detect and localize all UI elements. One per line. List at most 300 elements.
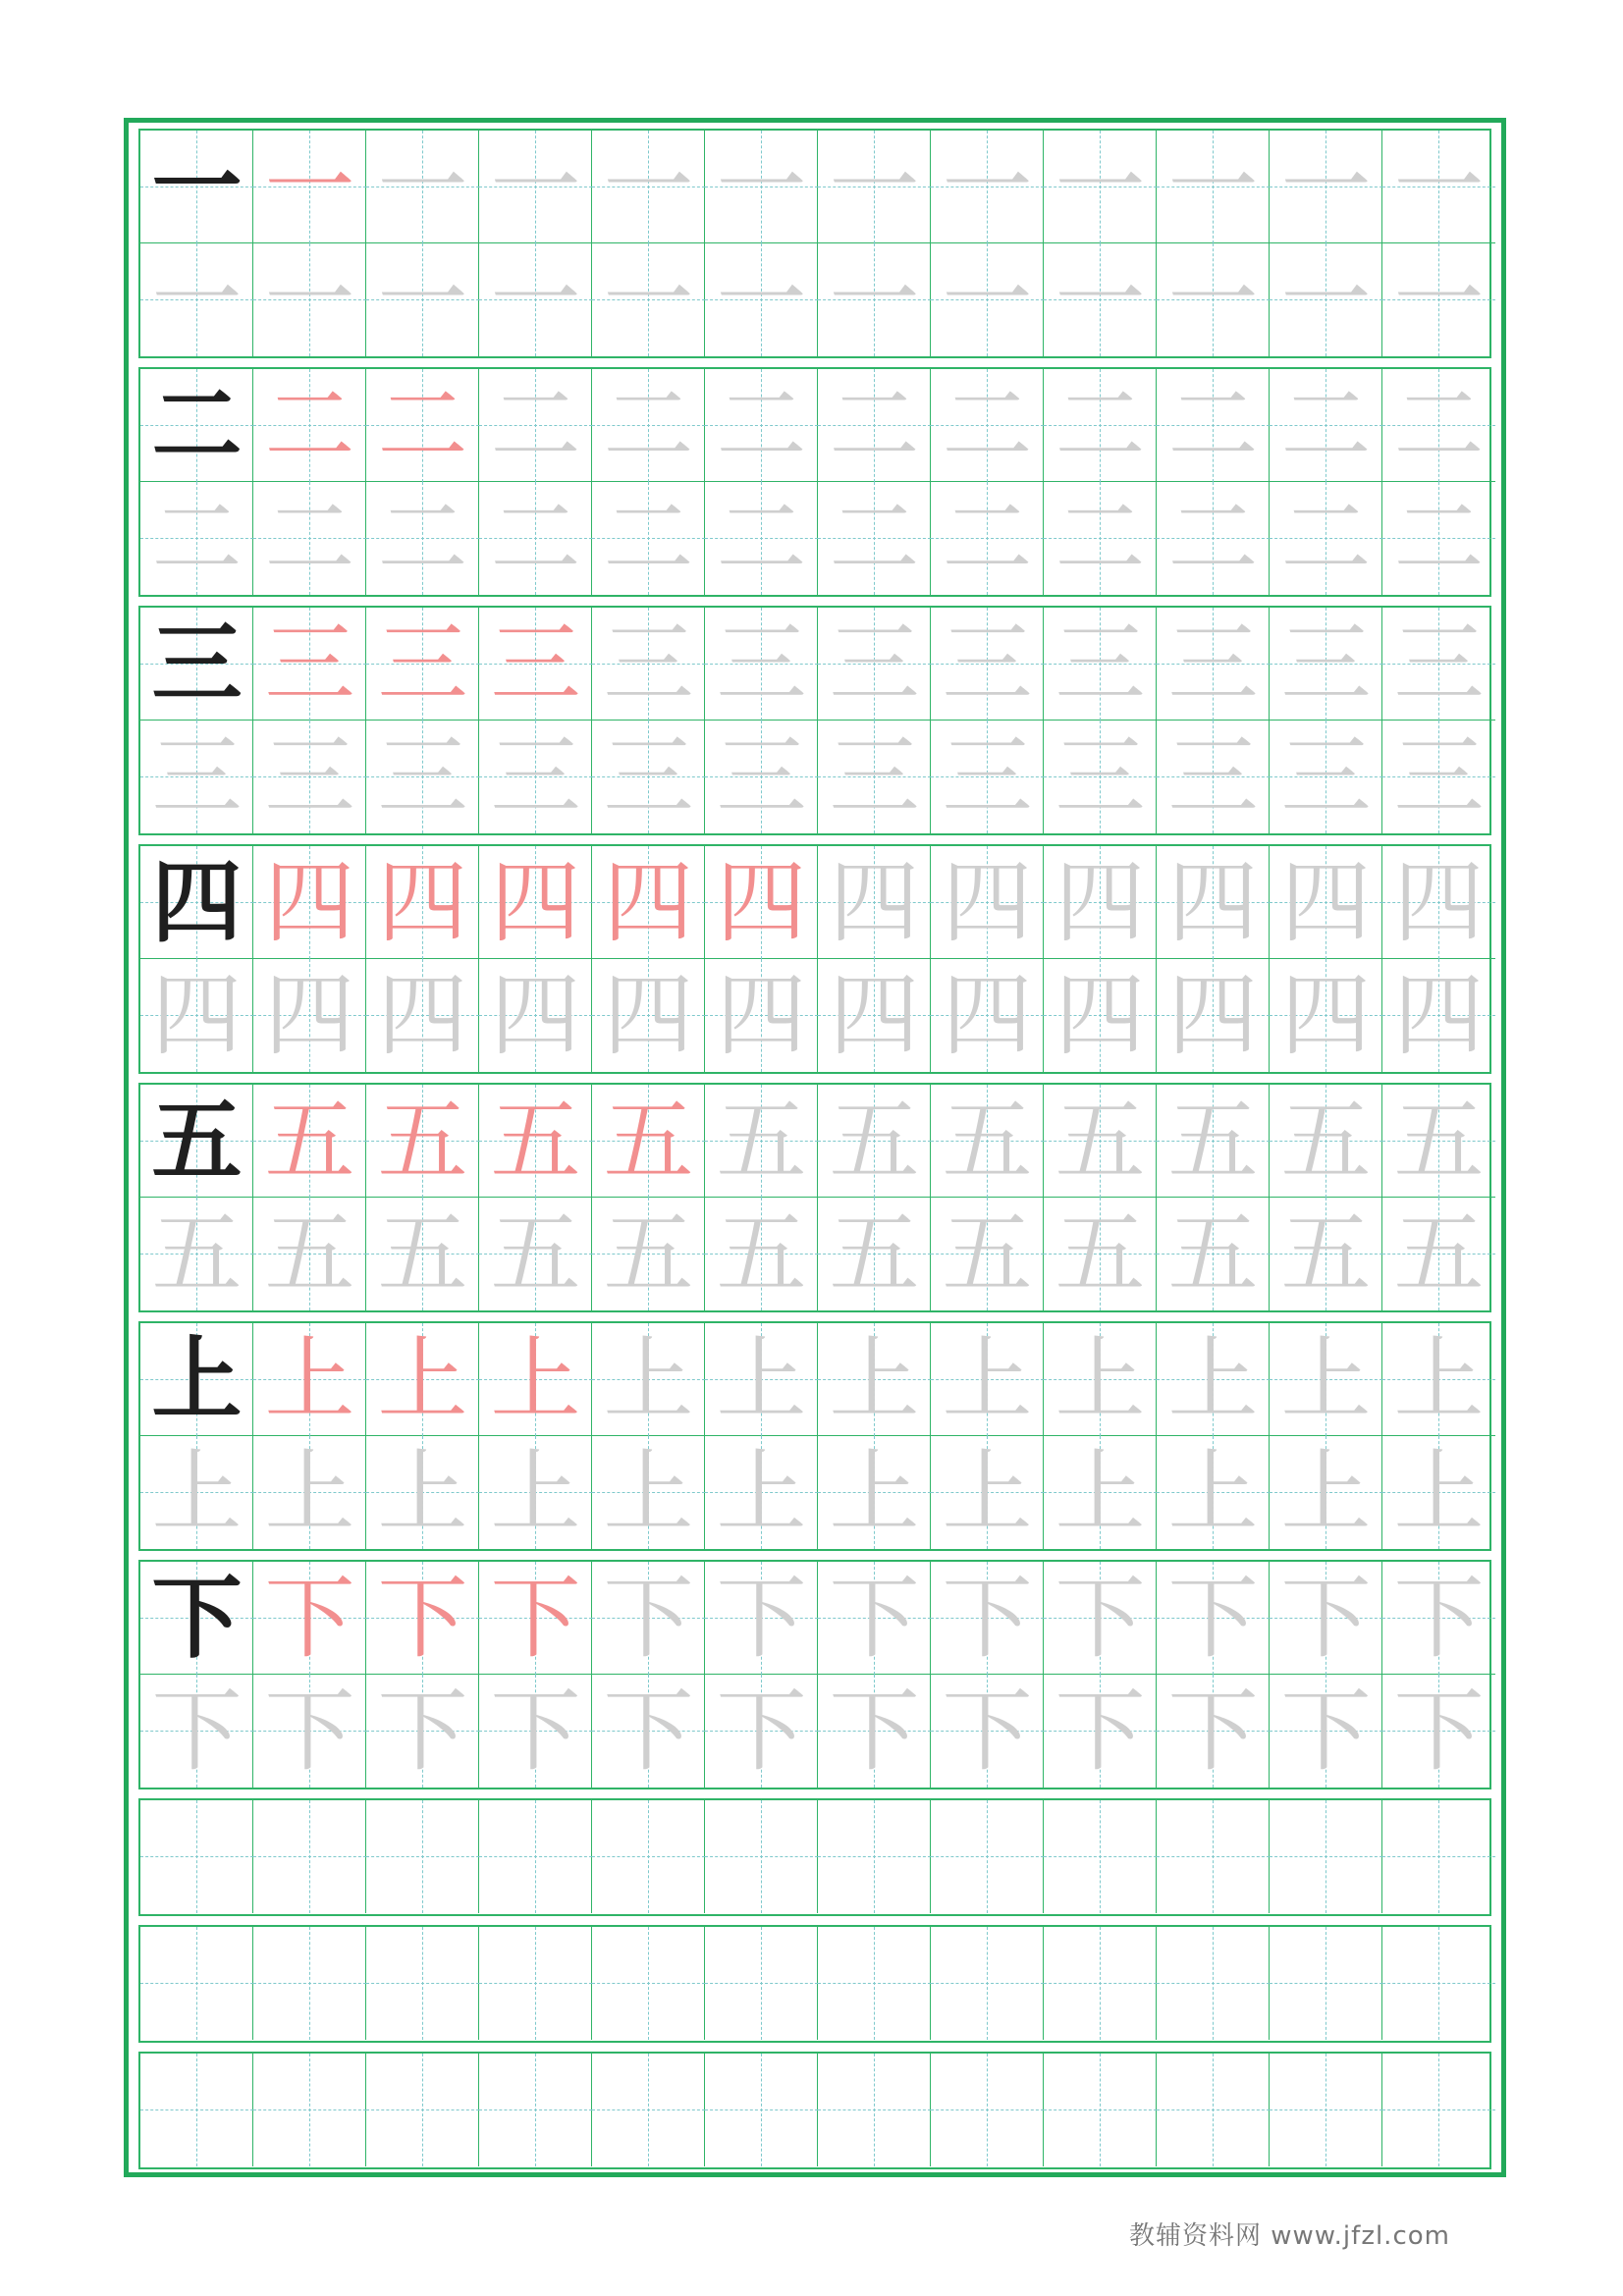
writing-cell[interactable] [366,243,479,356]
writing-cell[interactable] [705,482,818,595]
writing-cell[interactable] [479,959,592,1072]
writing-cell[interactable] [1382,1562,1495,1675]
writing-cell[interactable] [931,1198,1044,1310]
trace-character: 四 [1280,963,1372,1068]
writing-cell[interactable] [818,1198,931,1310]
writing-cell[interactable] [1270,1675,1382,1788]
trace-character: 一 [264,247,355,352]
writing-cell[interactable] [366,1927,479,2040]
writing-cell[interactable] [1044,1675,1157,1788]
writing-cell[interactable] [253,1800,366,1913]
writing-cell[interactable] [592,2054,705,2166]
trace-character: 五 [942,1201,1033,1307]
trace-character: 二 [603,486,694,591]
writing-cell[interactable] [1382,369,1495,482]
writing-cell[interactable] [1157,1927,1270,2040]
writing-cell[interactable] [592,846,705,959]
writing-cell[interactable] [366,721,479,833]
trace-character: 一 [829,247,920,352]
writing-cell[interactable] [366,1085,479,1198]
writing-cell[interactable] [479,608,592,721]
step-character: 一 [264,134,355,240]
writing-cell[interactable] [705,369,818,482]
writing-cell[interactable] [479,369,592,482]
writing-cell[interactable] [366,482,479,595]
trace-character: 三 [829,724,920,829]
writing-cell[interactable] [479,1436,592,1549]
trace-character: 二 [490,486,581,591]
trace-character: 三 [1167,724,1259,829]
writing-cell[interactable] [1044,243,1157,356]
trace-character: 五 [151,1201,243,1307]
writing-cell[interactable] [705,1675,818,1788]
writing-cell[interactable] [253,1927,366,2040]
trace-character: 五 [1167,1201,1259,1307]
writing-cell[interactable] [705,846,818,959]
writing-cell[interactable] [253,1198,366,1310]
writing-cell[interactable] [1382,959,1495,1072]
writing-cell[interactable] [1382,1800,1495,1913]
trace-character: 五 [1055,1089,1146,1194]
writing-cell[interactable] [818,482,931,595]
writing-cell[interactable] [592,482,705,595]
writing-cell[interactable] [705,1927,818,2040]
writing-cell[interactable] [931,1085,1044,1198]
writing-cell[interactable] [1270,482,1382,595]
writing-cell[interactable] [1270,1198,1382,1310]
trace-character: 四 [1393,963,1485,1068]
writing-cell[interactable] [705,1323,818,1436]
writing-cell[interactable] [479,1323,592,1436]
writing-cell[interactable] [1270,959,1382,1072]
writing-cell[interactable] [818,1675,931,1788]
writing-cell[interactable] [931,482,1044,595]
writing-cell[interactable] [705,1562,818,1675]
trace-character: 下 [1167,1679,1259,1784]
writing-cell[interactable] [140,1323,253,1436]
writing-cell[interactable] [479,1675,592,1788]
trace-character: 四 [1167,850,1259,955]
trace-character: 三 [1280,612,1372,717]
writing-cell[interactable] [253,369,366,482]
writing-cell[interactable] [366,1675,479,1788]
writing-cell[interactable] [818,846,931,959]
writing-cell[interactable] [479,2054,592,2166]
writing-cell[interactable] [931,131,1044,243]
horizontal-guide-line [140,1856,253,1857]
writing-cell[interactable] [479,482,592,595]
writing-cell[interactable] [1044,959,1157,1072]
writing-cell[interactable] [140,369,253,482]
writing-cell[interactable] [1044,1562,1157,1675]
cell-row [140,2054,1489,2166]
writing-cell[interactable] [253,243,366,356]
writing-cell[interactable] [818,2054,931,2166]
writing-cell[interactable] [1270,1800,1382,1913]
writing-cell[interactable] [1044,482,1157,595]
writing-cell[interactable] [1382,243,1495,356]
cell-row [140,1927,1489,2040]
writing-cell[interactable] [479,131,592,243]
writing-cell[interactable] [1157,2054,1270,2166]
trace-character: 三 [377,724,468,829]
writing-cell[interactable] [1382,1085,1495,1198]
writing-cell[interactable] [366,2054,479,2166]
trace-character: 四 [264,963,355,1068]
trace-character: 一 [1055,134,1146,240]
trace-character: 下 [942,1566,1033,1671]
writing-cell[interactable] [592,1800,705,1913]
character-block [138,129,1491,358]
writing-cell[interactable] [1157,243,1270,356]
writing-cell[interactable] [1044,1323,1157,1436]
writing-cell[interactable] [592,1436,705,1549]
horizontal-guide-line [931,1983,1044,1984]
trace-character: 上 [829,1440,920,1545]
trace-character: 一 [377,134,468,240]
trace-character: 一 [603,134,694,240]
writing-cell[interactable] [1382,482,1495,595]
writing-cell[interactable] [140,1562,253,1675]
writing-cell[interactable] [705,1436,818,1549]
writing-cell[interactable] [140,1675,253,1788]
writing-cell[interactable] [931,2054,1044,2166]
writing-cell[interactable] [931,243,1044,356]
writing-cell[interactable] [140,482,253,595]
writing-cell[interactable] [818,243,931,356]
writing-cell[interactable] [931,846,1044,959]
horizontal-guide-line [1044,1983,1157,1984]
trace-character: 五 [1280,1089,1372,1194]
writing-cell[interactable] [705,959,818,1072]
writing-cell[interactable] [1270,608,1382,721]
writing-cell[interactable] [479,1085,592,1198]
writing-cell[interactable] [253,1562,366,1675]
writing-cell[interactable] [818,1562,931,1675]
writing-cell[interactable] [705,2054,818,2166]
writing-cell[interactable] [592,1198,705,1310]
writing-cell[interactable] [253,1323,366,1436]
writing-cell[interactable] [818,608,931,721]
writing-cell[interactable] [818,721,931,833]
trace-character: 上 [1167,1327,1259,1432]
horizontal-guide-line [1157,1856,1270,1857]
trace-character: 三 [716,612,807,717]
writing-cell[interactable] [140,721,253,833]
writing-cell[interactable] [253,482,366,595]
writing-cell[interactable] [1382,1436,1495,1549]
writing-cell[interactable] [1270,1927,1382,2040]
writing-cell[interactable] [1044,1085,1157,1198]
writing-cell[interactable] [1270,2054,1382,2166]
writing-cell[interactable] [140,959,253,1072]
trace-character: 三 [716,724,807,829]
writing-cell[interactable] [1157,846,1270,959]
trace-character: 三 [490,724,581,829]
writing-cell[interactable] [366,608,479,721]
writing-cell[interactable] [931,1800,1044,1913]
writing-cell[interactable] [140,243,253,356]
step-character: 下 [264,1566,355,1671]
empty-practice-block [138,1925,1491,2043]
trace-character: 三 [603,724,694,829]
writing-cell[interactable] [1157,1800,1270,1913]
cell-row [140,1800,1489,1913]
writing-cell[interactable] [592,369,705,482]
trace-character: 五 [716,1201,807,1307]
trace-character: 上 [490,1440,581,1545]
writing-cell[interactable] [1157,959,1270,1072]
writing-cell[interactable] [1157,369,1270,482]
horizontal-guide-line [1382,1983,1495,1984]
writing-cell[interactable] [140,608,253,721]
writing-cell[interactable] [140,1198,253,1310]
writing-cell[interactable] [1382,721,1495,833]
writing-cell[interactable] [140,2054,253,2166]
writing-cell[interactable] [1157,721,1270,833]
writing-cell[interactable] [366,1323,479,1436]
trace-character: 四 [1280,850,1372,955]
writing-cell[interactable] [366,1436,479,1549]
trace-character: 上 [1393,1440,1485,1545]
writing-cell[interactable] [1157,1085,1270,1198]
writing-cell[interactable] [366,846,479,959]
writing-cell[interactable] [705,1198,818,1310]
writing-cell[interactable] [140,1800,253,1913]
trace-character: 下 [1055,1679,1146,1784]
writing-cell[interactable] [592,1085,705,1198]
step-character: 上 [264,1327,355,1432]
writing-cell[interactable] [253,1085,366,1198]
trace-character: 一 [942,134,1033,240]
writing-cell[interactable] [479,243,592,356]
writing-cell[interactable] [366,1198,479,1310]
trace-character: 三 [603,612,694,717]
trace-character: 三 [1055,724,1146,829]
writing-cell[interactable] [140,131,253,243]
writing-cell[interactable] [479,721,592,833]
trace-character: 下 [716,1566,807,1671]
horizontal-guide-line [705,2109,818,2110]
writing-cell[interactable] [818,1085,931,1198]
writing-cell[interactable] [705,1800,818,1913]
writing-cell[interactable] [1382,608,1495,721]
writing-cell[interactable] [705,131,818,243]
trace-character: 下 [490,1679,581,1784]
writing-cell[interactable] [1044,1800,1157,1913]
writing-cell[interactable] [1157,1198,1270,1310]
writing-cell[interactable] [592,721,705,833]
writing-cell[interactable] [1382,846,1495,959]
writing-cell[interactable] [1382,1927,1495,2040]
writing-cell[interactable] [1157,608,1270,721]
trace-character: 一 [942,247,1033,352]
writing-cell[interactable] [592,1927,705,2040]
trace-character: 二 [1280,486,1372,591]
writing-cell[interactable] [1270,243,1382,356]
trace-character: 下 [829,1566,920,1671]
writing-cell[interactable] [1157,482,1270,595]
writing-cell[interactable] [479,846,592,959]
trace-character: 下 [1280,1679,1372,1784]
writing-cell[interactable] [479,1562,592,1675]
trace-character: 五 [829,1089,920,1194]
writing-cell[interactable] [592,131,705,243]
writing-cell[interactable] [592,1323,705,1436]
trace-character: 一 [1393,247,1485,352]
writing-cell[interactable] [366,1800,479,1913]
writing-cell[interactable] [1044,2054,1157,2166]
trace-character: 二 [264,486,355,591]
writing-cell[interactable] [253,131,366,243]
trace-character: 上 [377,1440,468,1545]
writing-cell[interactable] [1270,1085,1382,1198]
horizontal-guide-line [592,1856,705,1857]
writing-cell[interactable] [1382,131,1495,243]
writing-cell[interactable] [818,369,931,482]
model-character: 四 [151,849,243,955]
horizontal-guide-line [479,2109,592,2110]
writing-cell[interactable] [705,243,818,356]
horizontal-guide-line [1382,1856,1495,1857]
writing-cell[interactable] [253,959,366,1072]
writing-cell[interactable] [253,721,366,833]
writing-cell[interactable] [140,1927,253,2040]
horizontal-guide-line [479,1983,592,1984]
writing-cell[interactable] [140,1436,253,1549]
trace-character: 四 [1167,963,1259,1068]
writing-cell[interactable] [592,243,705,356]
writing-cell[interactable] [1270,1323,1382,1436]
writing-cell[interactable] [931,1927,1044,2040]
writing-cell[interactable] [479,1927,592,2040]
writing-cell[interactable] [931,959,1044,1072]
writing-cell[interactable] [1270,721,1382,833]
writing-cell[interactable] [1044,369,1157,482]
writing-cell[interactable] [1044,131,1157,243]
writing-cell[interactable] [818,1323,931,1436]
trace-character: 一 [1167,247,1259,352]
trace-character: 三 [264,724,355,829]
writing-cell[interactable] [253,2054,366,2166]
writing-cell[interactable] [1044,1436,1157,1549]
horizontal-guide-line [1044,1856,1157,1857]
writing-cell[interactable] [1044,608,1157,721]
writing-cell[interactable] [1044,846,1157,959]
trace-character: 下 [716,1679,807,1784]
writing-cell[interactable] [1157,131,1270,243]
writing-cell[interactable] [366,369,479,482]
writing-cell[interactable] [1270,846,1382,959]
writing-cell[interactable] [931,1675,1044,1788]
writing-cell[interactable] [1044,1198,1157,1310]
cell-row [140,846,1489,959]
writing-cell[interactable] [931,1323,1044,1436]
step-character: 三 [490,612,581,717]
writing-cell[interactable] [366,959,479,1072]
writing-cell[interactable] [366,131,479,243]
writing-cell[interactable] [140,1085,253,1198]
writing-cell[interactable] [1157,1436,1270,1549]
writing-cell[interactable] [931,1562,1044,1675]
writing-cell[interactable] [1382,1323,1495,1436]
writing-cell[interactable] [1382,1675,1495,1788]
writing-cell[interactable] [1382,2054,1495,2166]
writing-cell[interactable] [931,1436,1044,1549]
writing-cell[interactable] [479,1198,592,1310]
trace-character: 三 [1393,724,1485,829]
step-character: 下 [490,1566,581,1671]
writing-cell[interactable] [818,131,931,243]
writing-cell[interactable] [253,846,366,959]
writing-cell[interactable] [931,608,1044,721]
writing-cell[interactable] [818,959,931,1072]
writing-cell[interactable] [1157,1562,1270,1675]
horizontal-guide-line [1382,2109,1495,2110]
writing-cell[interactable] [592,1562,705,1675]
writing-cell[interactable] [592,1675,705,1788]
writing-cell[interactable] [1157,1675,1270,1788]
writing-cell[interactable] [1382,1198,1495,1310]
writing-cell[interactable] [1270,1562,1382,1675]
writing-cell[interactable] [592,608,705,721]
writing-cell[interactable] [1270,131,1382,243]
trace-character: 二 [1055,373,1146,478]
writing-cell[interactable] [818,1436,931,1549]
writing-cell[interactable] [1270,369,1382,482]
writing-cell[interactable] [705,721,818,833]
trace-character: 下 [1167,1566,1259,1671]
writing-cell[interactable] [1044,721,1157,833]
step-character: 五 [603,1089,694,1194]
trace-character: 二 [829,373,920,478]
writing-cell[interactable] [931,721,1044,833]
horizontal-guide-line [592,2109,705,2110]
trace-character: 二 [1055,486,1146,591]
writing-cell[interactable] [818,1800,931,1913]
writing-cell[interactable] [253,608,366,721]
trace-character: 下 [829,1679,920,1784]
writing-cell[interactable] [253,1675,366,1788]
trace-character: 下 [603,1679,694,1784]
trace-character: 三 [1393,612,1485,717]
writing-cell[interactable] [1270,1436,1382,1549]
writing-cell[interactable] [818,1927,931,2040]
trace-character: 二 [603,373,694,478]
horizontal-guide-line [592,1983,705,1984]
writing-cell[interactable] [592,959,705,1072]
writing-cell[interactable] [705,1085,818,1198]
trace-character: 上 [603,1327,694,1432]
writing-cell[interactable] [253,1436,366,1549]
writing-cell[interactable] [931,369,1044,482]
writing-cell[interactable] [1044,1927,1157,2040]
writing-cell[interactable] [479,1800,592,1913]
writing-cell[interactable] [140,846,253,959]
horizontal-guide-line [1270,2109,1382,2110]
trace-character: 五 [490,1201,581,1307]
horizontal-guide-line [366,1983,479,1984]
writing-cell[interactable] [705,608,818,721]
trace-character: 上 [1393,1327,1485,1432]
trace-character: 上 [1280,1440,1372,1545]
writing-cell[interactable] [1157,1323,1270,1436]
trace-character: 二 [942,373,1033,478]
step-character: 四 [490,850,581,955]
trace-character: 上 [1280,1327,1372,1432]
writing-cell[interactable] [366,1562,479,1675]
trace-character: 上 [942,1327,1033,1432]
